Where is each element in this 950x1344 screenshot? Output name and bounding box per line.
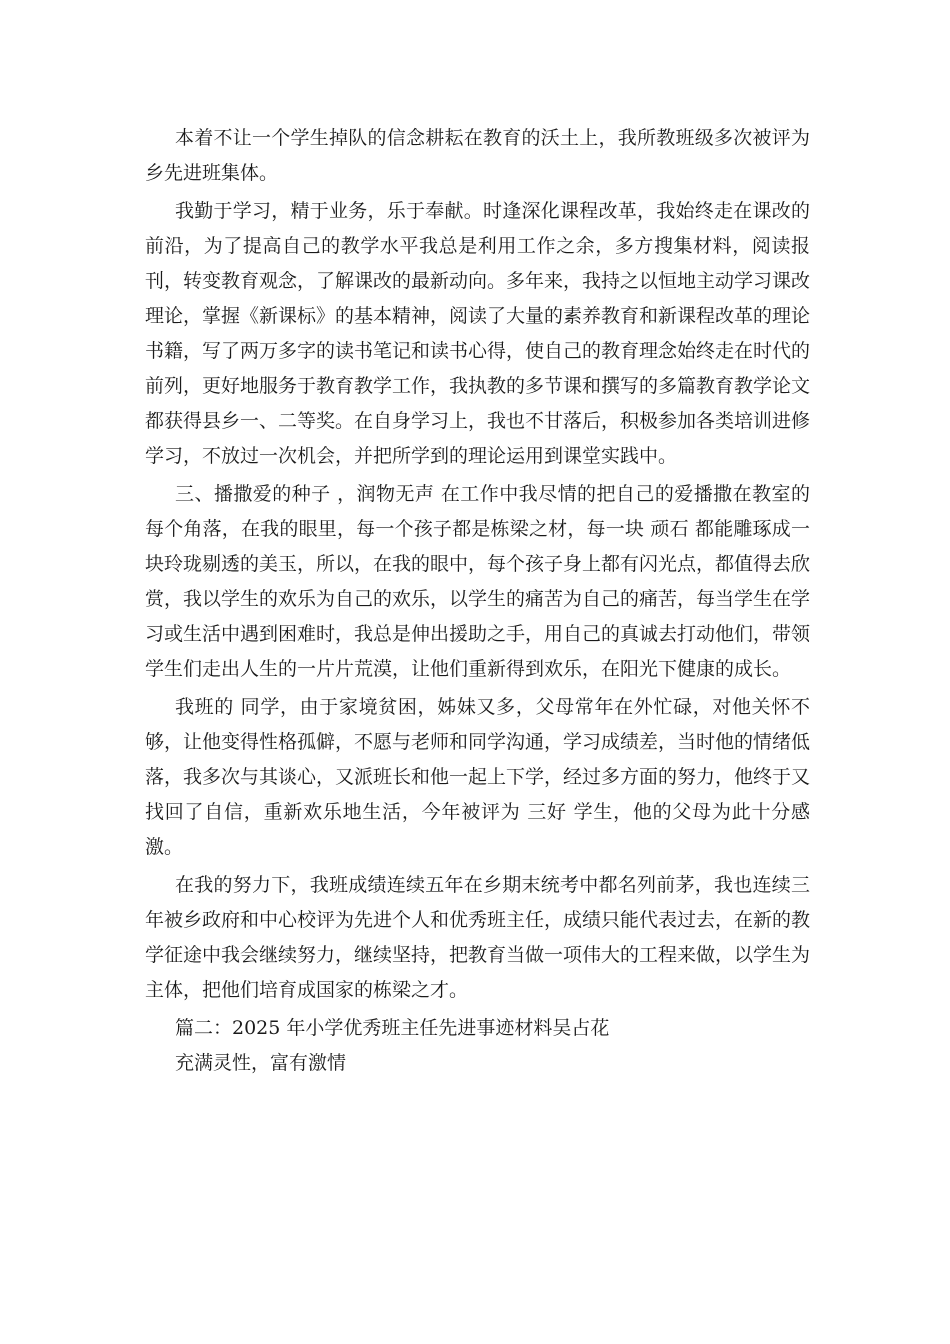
paragraph-sowing-love: 三、播撒爱的种子 ，润物无声 在工作中我尽情的把自己的爱播撒在教室的每个角落，在我的眼里，每一个孩子都是栋梁之材，每一块 顽石 都能雕琢成一块玲珑剔透的美玉，所以，在我的眼中，每个孩子身上都有闪光点，都值得去欣赏，我以学生的欢乐为自己的欢乐，以学生的痛苦为自己的痛苦，每当学生在学习或生活中遇到困难时，我总是伸出援助之手，用自己的真诚去打动他们，带领学生们走出人生的一片片荒漠，让他们重新得到欢乐，在阳光下健康的成长。 — [145, 483, 811, 680]
paragraph-class-honor: 本着不让一个学生掉队的信念耕耘在教育的沃土上，我所教班级多次被评为乡先进班集体。 — [145, 127, 810, 184]
document-body — [145, 121, 810, 1081]
paragraph-diligent-study: 我勤于学习，精于业务，乐于奉献。时逢深化课程改革，我始终走在课改的前沿，为了提高自己的教学水平我总是利用工作之余，多方搜集材料，阅读报刊，转变教育观念，了解课改的最新动向。多年来，我持之以恒地主动学习课改理论，掌握《新课标》的基本精神，阅读了大量的素养教育和新课程改革的理论书籍，写了两万多字的读书笔记和读书心得，使自己的教育理念始终走在时代的前列，更好地服务于教育教学工作，我执教的多节课和撰写的多篇教育教学论文都获得县乡一、二等奖。在自身学习上，我也不甘落后，积极参加各类培训进修学习，不放过一次机会，并把所学到的理论运用到课堂实践中。 — [145, 200, 811, 467]
paragraph-achievements: 在我的努力下，我班成绩连续五年在乡期末统考中都名列前茅，我也连续三年被乡政府和中心校评为先进个人和优秀班主任，成绩只能代表过去，在新的教学征途中我会继续努力，继续坚持，把教育当做一项伟大的工程来做，以学生为主体，把他们培育成国家的栋梁之才。 — [145, 874, 811, 1001]
paragraph-student-story: 我班的 同学，由于家境贫困，姊妹又多，父母常年在外忙碌，对他关怀不够，让他变得性格孤僻，不愿与老师和同学沟通，学习成绩差，当时他的情绪低落，我多次与其谈心，又派班长和他一起上下学，经过多方面的努力，他终于又找回了自信，重新欢乐地生活，今年被评为 三好 学生，他的父母为此十分感激。 — [145, 696, 811, 858]
section-subheading: 充满灵性，富有激情 — [175, 1052, 347, 1074]
section-heading-part-two: 篇二：2025 年小学优秀班主任先进事迹材料吴占花 — [175, 1017, 610, 1039]
